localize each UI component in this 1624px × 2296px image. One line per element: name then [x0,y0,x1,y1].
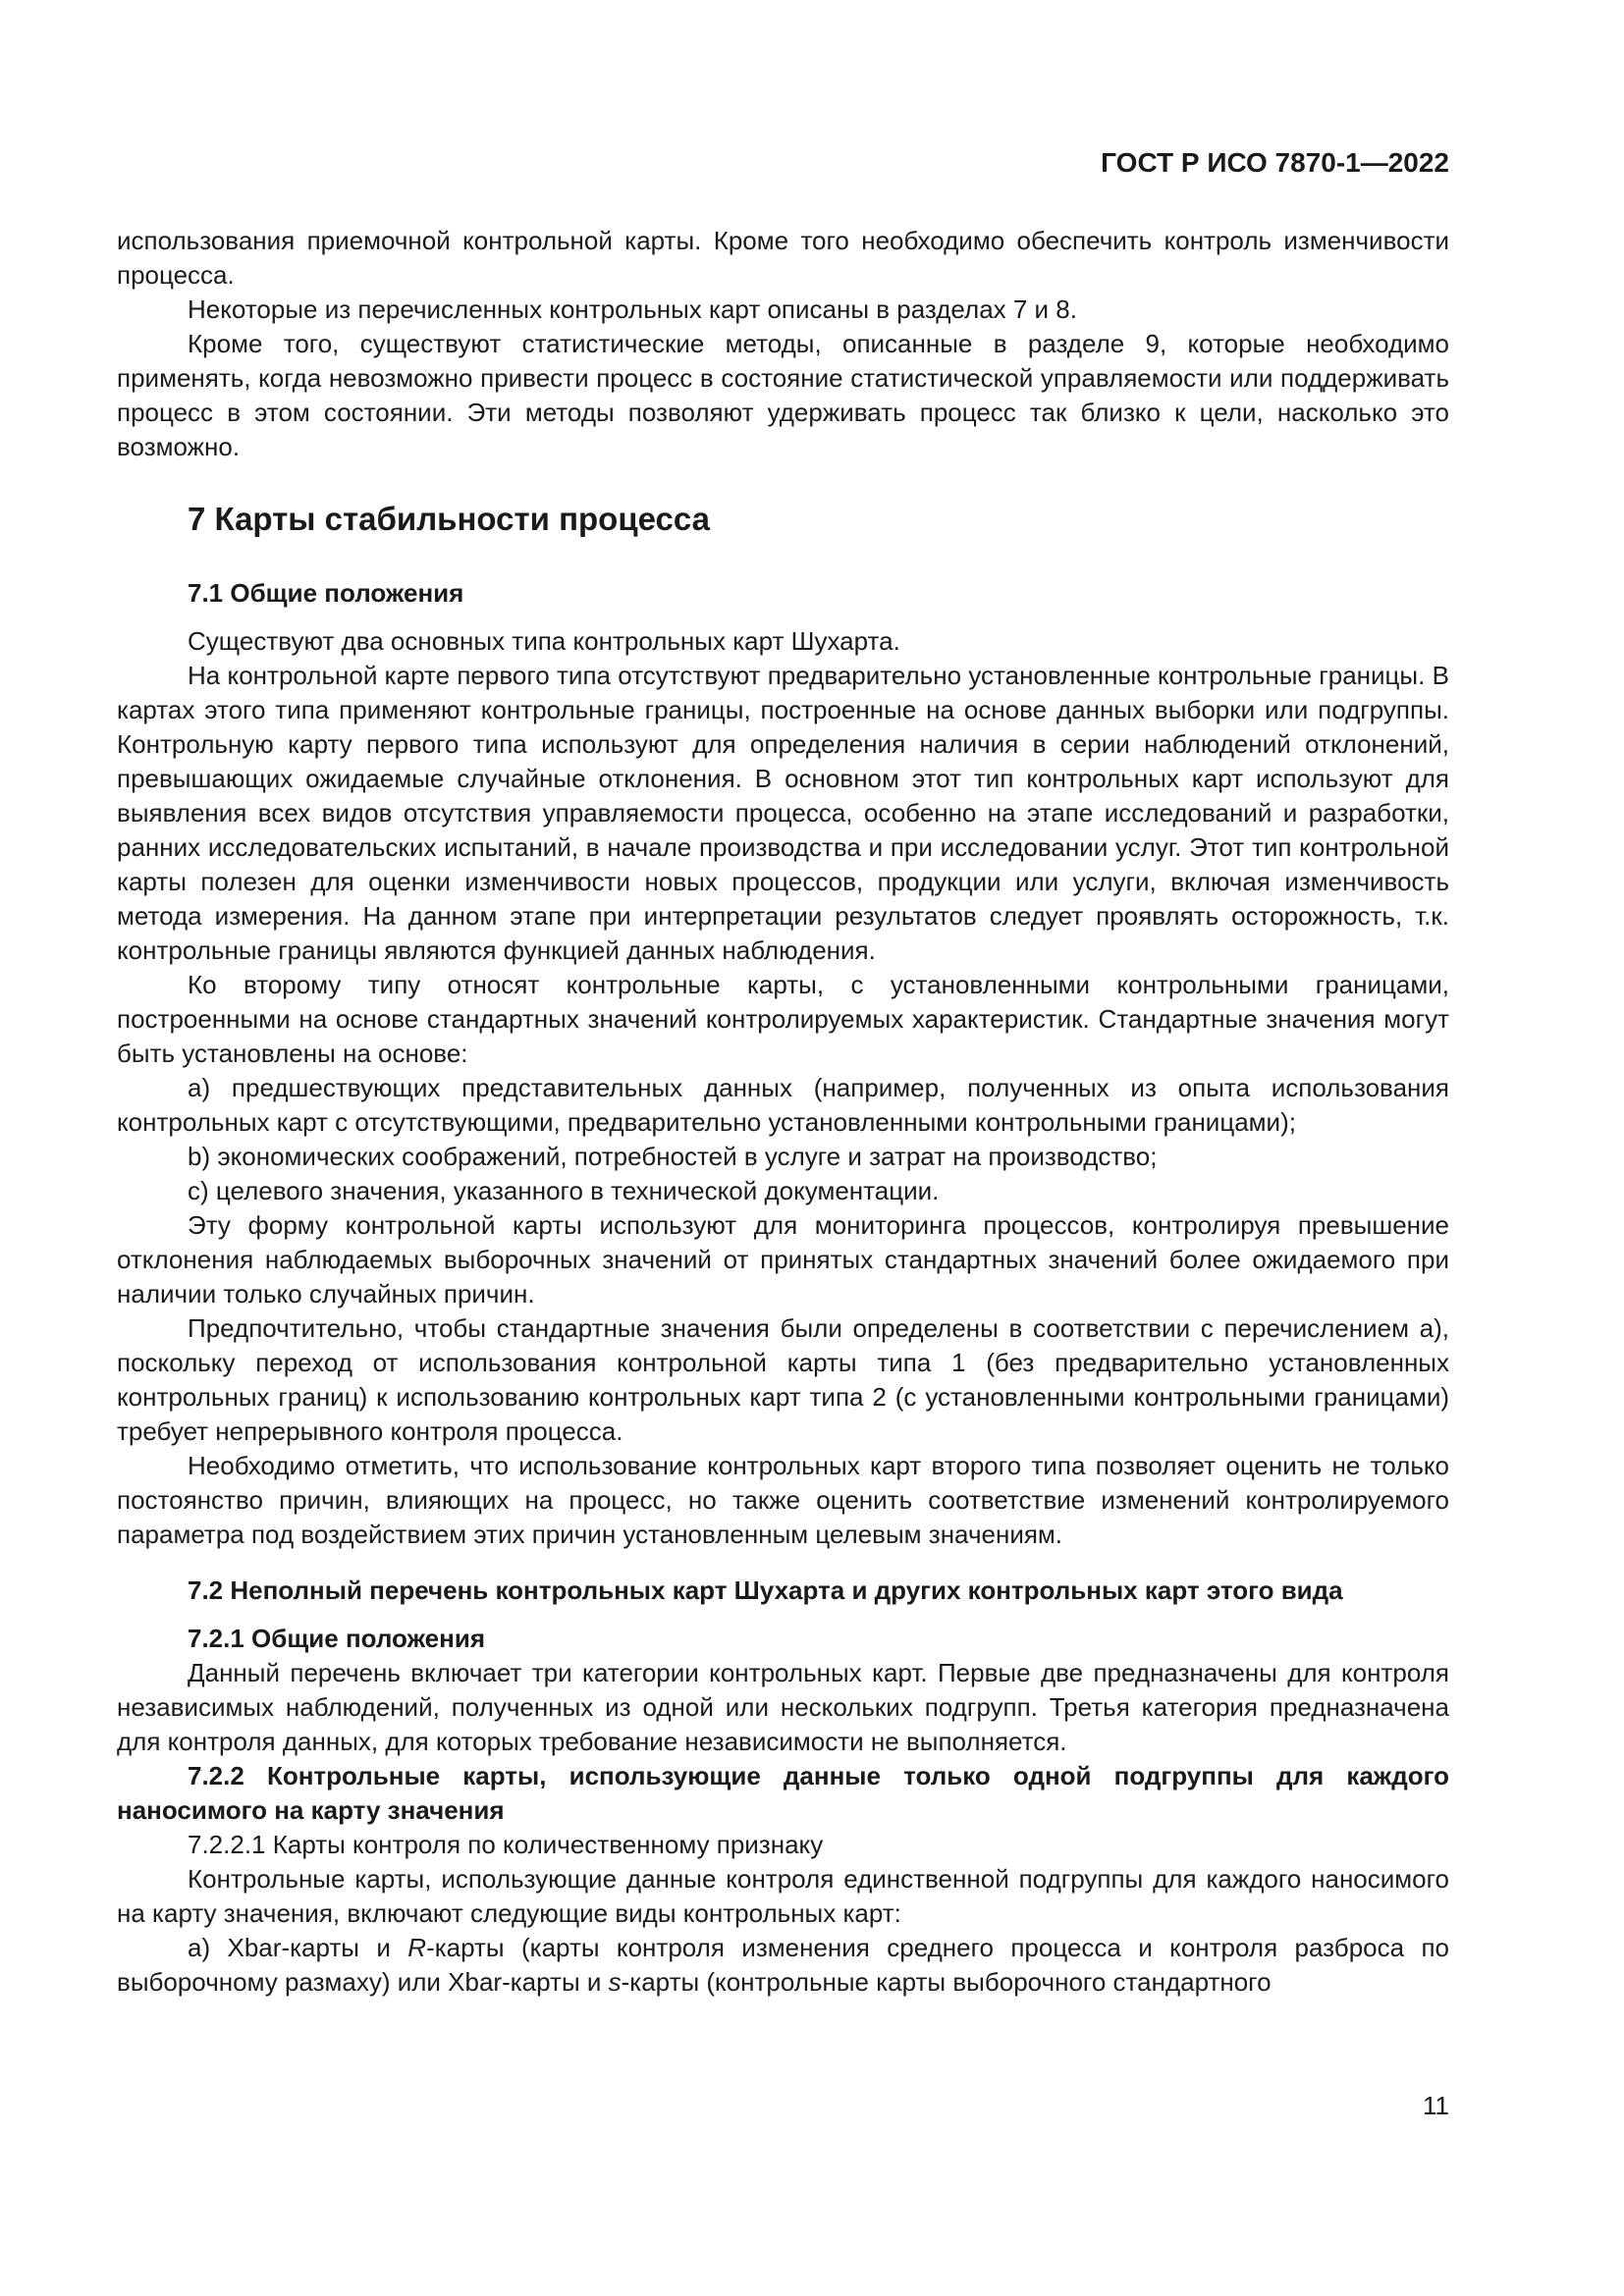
section-7-2-heading: 7.2 Неполный перечень контрольных карт Шухарта и других контрольных карт этого вида [188,1575,1343,1605]
s71-list-item-c: c) целевого значения, указанного в технической документации. [188,1176,940,1205]
intro-paragraph-3: Кроме того, существуют статистические методы, описанные в разделе 9, которые необходимо применять, когда невозможно привести процесс в состояние статистической управляемости или поддерживать процесс в этом состоянии. Эти методы позволяют удерживать процесс так близко к цели, насколько это возможно. [117,329,1449,461]
s71-paragraph-5: Предпочтительно, чтобы стандартные значения были определены в соответствии с перечислением а), поскольку переход от использования контрольной карты типа 1 (без предварительно установленных контрольных границ) к использованию контрольных карт типа 2 (с установленными контрольными границами) требует непрерывного контроля процесса. [117,1313,1449,1446]
item-a-s-symbol: s [608,1967,622,1997]
s71-paragraph-6: Необходимо отметить, что использование контрольных карт второго типа позволяет оценить не только постоянство причин, влияющих на процесс, но также оценить соответствие изменений контролируемого параметра под воздействием этих причин установленным целевым значениям. [117,1451,1449,1549]
page-number: 11 [1423,2091,1449,2120]
s7221-paragraph: Контрольные карты, использующие данные контроля единственной подгруппы для каждого наносимого на карту значения, включают следующие виды контрольных карт: [117,1864,1449,1928]
s71-list-item-a: a) предшествующих представительных данных (например, полученных из опыта использования контрольных карт с отсутствующими, предварительно установленными контрольными границами); [117,1073,1449,1137]
document-body [117,224,1449,2000]
document-header: ГОСТ Р ИСО 7870-1—2022 [1101,147,1449,178]
s721-paragraph: Данный перечень включает три категории контрольных карт. Первые две предназначены для контроля независимых наблюдений, полученных из одной или нескольких подгрупп. Третья категория предназначена для контроля данных, для которых требование независимости не выполняется. [117,1658,1449,1756]
section-7-2-2-1-heading: 7.2.2.1 Карты контроля по количественному признаку [188,1830,824,1859]
item-a-text-1: a) Xbar-карты и [188,1933,408,1962]
item-a-text-2: -карты (карты контроля изменения среднего процесса и контроля разброса по выборочному размаху) или Xbar-карты и [117,1933,1449,1997]
s71-paragraph-3: Ко второму типу относят контрольные карты, с установленными контрольными границами, построенными на основе стандартных значений контролируемых характеристик. Стандартные значения могут быть установлены на основе: [117,970,1449,1068]
section-7-2-1-heading: 7.2.1 Общие положения [188,1624,485,1653]
s71-paragraph-2: На контрольной карте первого типа отсутствуют предварительно установленные контрольные границы. В картах этого типа применяют контрольные границы, построенные на основе данных выборки или подгруппы. Контрольную карту первого типа используют для определения наличия в серии наблюдений отклонений, превышающих ожидаемые случайные отклонения. В основном этот тип контрольных карт используют для выявления всех видов отсутствия управляемости процесса, особенно на этапе исследований и разработки, ранних исследовательских испытаний, в начале производства и при исследовании услуг. Этот тип контрольной карты полезен для оценки изменчивости новых процессов, продукции или услуги, включая изменчивость метода измерения. На данном этапе при интерпретации результатов следует проявлять осторожность, т.к. контрольные границы являются функцией данных наблюдения. [117,661,1449,965]
intro-paragraph-1: использования приемочной контрольной карты. Кроме того необходимо обеспечить контроль изменчивости процесса. [117,226,1449,290]
s71-paragraph-1: Существуют два основных типа контрольных карт Шухарта. [188,626,900,656]
s71-paragraph-4: Эту форму контрольной карты используют для мониторинга процессов, контролируя превышение отклонения наблюдаемых выборочных значений от принятых стандартных значений более ожидаемого при наличии только случайных причин. [117,1210,1449,1308]
section-7-2-2-heading: 7.2.2 Контрольные карты, использующие данные только одной подгруппы для каждого наносимого на карту значения [117,1761,1449,1825]
intro-paragraph-2: Некоторые из перечисленных контрольных карт описаны в разделах 7 и 8. [188,294,1077,324]
s7221-list-item-a [117,1931,1449,2000]
s71-list-item-b: b) экономических соображений, потребностей в услуге и затрат на производство; [188,1142,1158,1171]
item-a-r-symbol: R [407,1933,427,1962]
section-7-1-heading: 7.1 Общие положения [188,578,464,608]
section-7-heading: 7 Карты стабильности процесса [188,501,710,537]
item-a-text-3: -карты (контрольные карты выборочного стандартного [621,1967,1272,1997]
